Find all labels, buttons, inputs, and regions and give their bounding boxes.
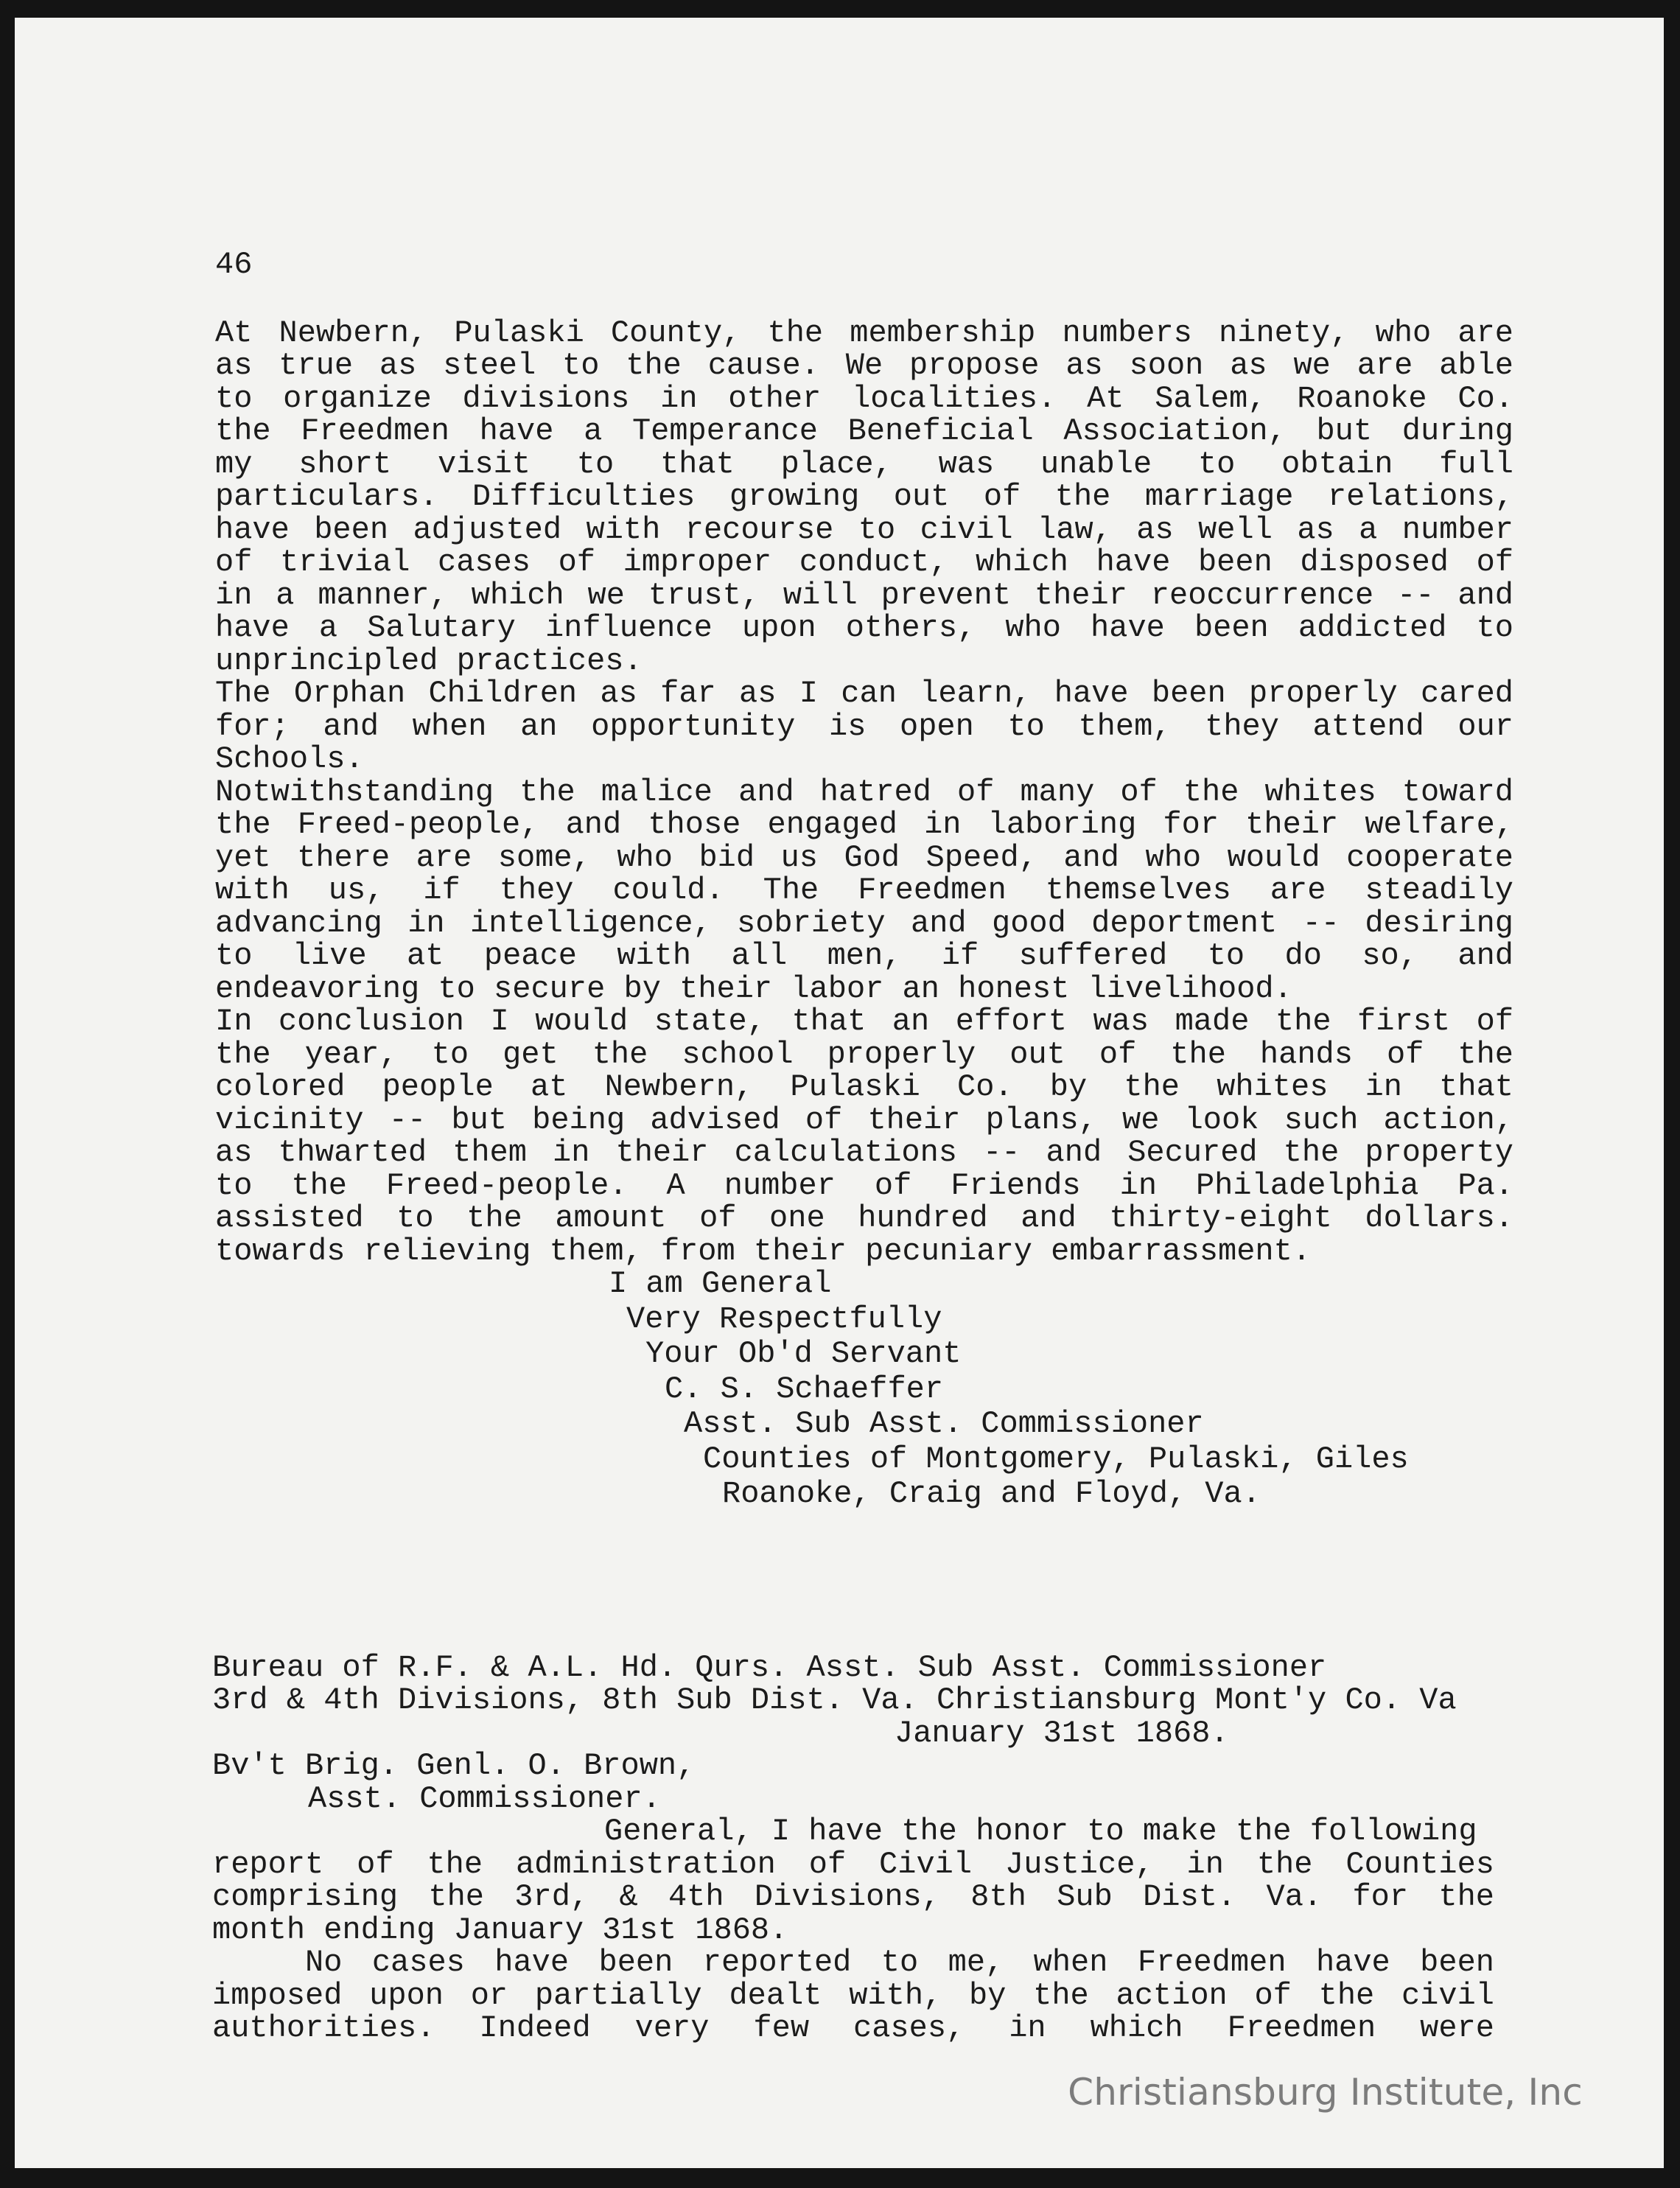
typescript-text: [212, 247, 1513, 2046]
text-line: In conclusion I would state, that an effort was made the first of: [215, 1004, 1513, 1039]
text-line: Schools.: [215, 741, 364, 777]
text-line: authorities. Indeed very few cases, in which Freedmen were: [212, 2010, 1494, 2046]
document-page: [15, 18, 1664, 2168]
text-line: assisted to the amount of one hundred and thirty-eight dollars.: [215, 1200, 1513, 1236]
text-line: report of the administration of Civil Justice, in the Counties: [212, 1846, 1494, 1882]
signature-block: [215, 1268, 1513, 1513]
text-line: The Orphan Children as far as I can learn, have been properly cared: [215, 676, 1513, 711]
closing-line: I am General: [609, 1266, 832, 1301]
page-number: 46: [215, 247, 253, 282]
text-line: At Newbern, Pulaski County, the membership numbers ninety, who are: [215, 315, 1513, 351]
paragraph: [212, 1814, 1513, 1948]
text-line: advancing in intelligence, sobriety and good deportment -- desiring: [215, 905, 1513, 941]
text-line: Notwithstanding the malice and hatred of many of the whites toward: [215, 774, 1513, 810]
paragraph: [215, 317, 1513, 678]
text-line: of trivial cases of improper conduct, which have been disposed of: [215, 545, 1513, 580]
closing-line: Counties of Montgomery, Pulaski, Giles: [703, 1441, 1409, 1477]
text-line: in a manner, which we trust, will prevent their reoccurrence -- and: [215, 577, 1513, 613]
text-line: No cases have been reported to me, when Freedmen have been: [305, 1945, 1494, 1980]
closing-line: Roanoke, Craig and Floyd, Va.: [722, 1476, 1261, 1511]
text-line: for; and when an opportunity is open to them, they attend our: [215, 708, 1513, 744]
header-line: Bureau of R.F. & A.L. Hd. Qurs. Asst. Sub Asst. Commissioner: [212, 1649, 1327, 1685]
paragraph: [215, 677, 1513, 776]
text-line: yet there are some, who bid us God Speed, and who would cooperate: [215, 839, 1513, 875]
text-line: towards relieving them, from their pecuniary embarrassment.: [215, 1233, 1312, 1269]
text-line: imposed upon or partially dealt with, by the action of the civil: [212, 1977, 1494, 2013]
text-line: the Freedmen have a Temperance Beneficial Association, but during: [215, 413, 1513, 449]
text-line: as thwarted them in their calculations -- and Secured the property: [215, 1135, 1513, 1170]
paragraph: [212, 1945, 1513, 2046]
recipient-name: Bv't Brig. Genl. O. Brown,: [212, 1748, 696, 1783]
text-line: to live at peace with all men, if suffered to do so, and: [215, 938, 1513, 974]
signer-title: Asst. Sub Asst. Commissioner: [684, 1406, 1204, 1441]
text-line: as true as steel to the cause. We propose as soon as we are able: [215, 348, 1513, 383]
paragraph: [215, 1005, 1513, 1268]
recipient-title: Asst. Commissioner.: [308, 1780, 661, 1817]
text-line: have been adjusted with recourse to civil law, as well as a number: [215, 511, 1513, 548]
text-line: to the Freed-people. A number of Friends in Philadelphia Pa.: [215, 1167, 1513, 1203]
text-line: endeavoring to secure by their labor an honest livelihood.: [215, 971, 1292, 1007]
text-line: my short visit to that place, was unable to obtain full: [215, 446, 1513, 482]
closing-line: Your Ob'd Servant: [645, 1336, 962, 1371]
text-line: to organize divisions in other localities. At Salem, Roanoke Co.: [215, 380, 1513, 416]
paragraph: [215, 776, 1513, 1006]
text-line: the Freed-people, and those engaged in laboring for their welfare,: [215, 807, 1513, 842]
text-line: vicinity -- but being advised of their plans, we look such action,: [215, 1102, 1513, 1138]
closing-line: Very Respectfully: [626, 1301, 942, 1337]
signer-name: C. S. Schaeffer: [665, 1371, 944, 1407]
text-line: month ending January 31st 1868.: [212, 1912, 788, 1948]
watermark: Christiansburg Institute, Inc: [1068, 2071, 1583, 2114]
text-line: with us, if they could. The Freedmen themselves are steadily: [215, 873, 1513, 908]
text-line: General, I have the honor to make the following: [604, 1814, 1477, 1849]
recipient: [212, 1748, 1513, 1817]
report-date: January 31st 1868.: [895, 1715, 1229, 1751]
text-line: the year, to get the school properly out of the hands of the: [215, 1036, 1513, 1072]
text-line: have a Salutary influence upon others, who have been addicted to: [215, 610, 1513, 646]
report-header: [212, 1649, 1513, 1751]
text-line: comprising the 3rd, & 4th Divisions, 8th Sub Dist. Va. for the: [212, 1879, 1494, 1915]
text-line: unprincipled practices.: [215, 643, 643, 679]
text-line: particulars. Difficulties growing out of the marriage relations,: [215, 479, 1513, 514]
header-line: 3rd & 4th Divisions, 8th Sub Dist. Va. Christiansburg Mont'y Co. Va: [212, 1682, 1457, 1718]
text-line: colored people at Newbern, Pulaski Co. by the whites in that: [215, 1069, 1513, 1105]
